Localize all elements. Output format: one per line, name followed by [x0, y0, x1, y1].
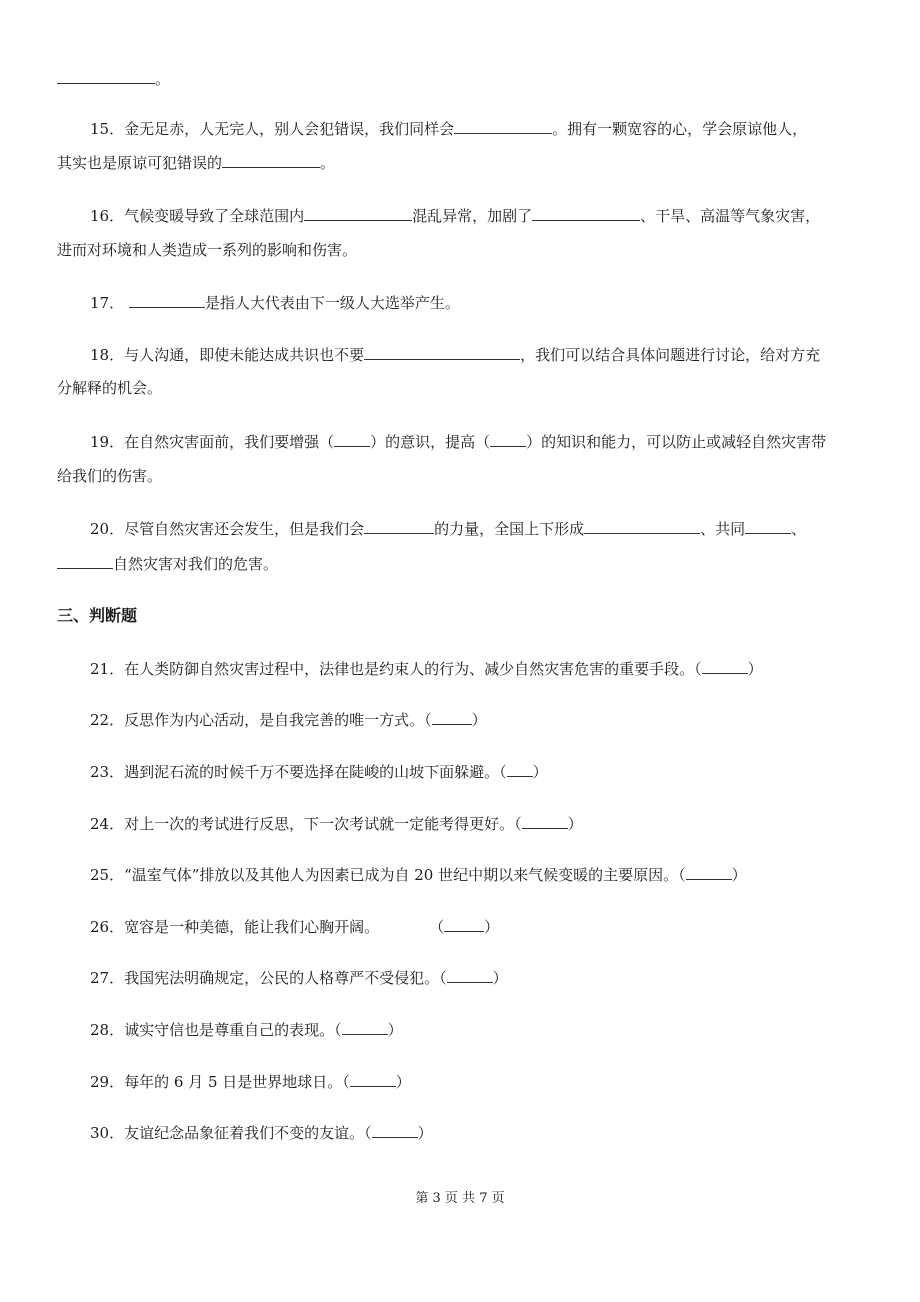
- answer-blank[interactable]: [584, 518, 700, 534]
- question-number: 20: [90, 520, 110, 538]
- question-text: 混乱异常，加剧了: [412, 207, 533, 225]
- answer-blank[interactable]: [222, 152, 320, 168]
- question-29: [90, 1071, 411, 1091]
- question-text: 的力量，全国上下形成: [434, 520, 585, 538]
- close-paren: ）: [471, 711, 487, 729]
- question-22: [90, 709, 487, 729]
- question-text: “温室气体”排放以及其他人为因素已成为自 20 世纪中期以来气候变暖的主要原因。（: [124, 866, 686, 884]
- question-number: 28: [90, 1021, 110, 1039]
- section-title: 三、判断题: [57, 606, 138, 625]
- answer-blank[interactable]: [702, 658, 748, 674]
- question-text: 对上一次的考试进行反思，下一次考试就一定能考得更好。（: [124, 815, 522, 833]
- question-21: [90, 658, 763, 678]
- question-19-line-2: [57, 466, 162, 486]
- question-dot: ．: [109, 520, 125, 538]
- close-paren: ）: [417, 1124, 433, 1142]
- answer-blank[interactable]: [364, 344, 520, 360]
- question-16-line-1: [90, 205, 820, 225]
- close-paren: ）: [532, 763, 548, 781]
- continuation-line: [57, 68, 170, 88]
- answer-blank[interactable]: [454, 118, 552, 134]
- question-27: [90, 967, 508, 987]
- question-dot: ．: [109, 660, 125, 678]
- question-23: [90, 761, 548, 781]
- answer-blank[interactable]: [490, 431, 526, 447]
- question-26: [90, 916, 499, 936]
- close-paren: ）: [387, 1021, 403, 1039]
- question-text: 每年的 6 月 5 日是世界地球日。（: [124, 1073, 350, 1091]
- question-text: 气候变暖导致了全球范围内: [124, 207, 305, 225]
- answer-blank[interactable]: [745, 518, 791, 534]
- close-paren: ）: [492, 969, 508, 987]
- question-15-line-1: [90, 118, 807, 138]
- question-19-line-1: [90, 431, 826, 451]
- question-15-line-2: [57, 152, 335, 172]
- answer-blank[interactable]: [444, 916, 484, 932]
- question-dot: ．: [109, 294, 125, 312]
- question-dot: ．: [109, 815, 125, 833]
- question-24: [90, 813, 583, 833]
- answer-blank[interactable]: [432, 709, 472, 725]
- question-number: 29: [90, 1073, 110, 1091]
- question-dot: ．: [109, 346, 125, 364]
- question-dot: ．: [109, 969, 125, 987]
- question-text: ）的知识和能力，可以防止或减轻自然灾害带: [526, 433, 827, 451]
- question-dot: ．: [109, 763, 125, 781]
- question-28: [90, 1019, 403, 1039]
- question-number: 22: [90, 711, 110, 729]
- question-text: 金无足赤，人无完人，别人会犯错误，我们同样会: [124, 120, 455, 138]
- question-text: 给我们的伤害。: [57, 467, 163, 485]
- close-paren: ）: [747, 660, 763, 678]
- question-dot: ．: [109, 433, 125, 451]
- question-text: 分解释的机会。: [57, 379, 163, 397]
- question-dot: ．: [109, 120, 125, 138]
- close-paren: ）: [484, 918, 500, 936]
- answer-blank[interactable]: [686, 864, 732, 880]
- question-dot: ．: [109, 918, 125, 936]
- answer-blank[interactable]: [304, 205, 412, 221]
- answer-blank[interactable]: [522, 813, 568, 829]
- answer-blank[interactable]: [447, 967, 493, 983]
- question-text: 诚实守信也是尊重自己的表现。（: [124, 1021, 342, 1039]
- answer-blank[interactable]: [129, 292, 205, 308]
- continuation-tail: 。: [155, 70, 171, 88]
- answer-blank[interactable]: [507, 761, 533, 777]
- question-18-line-2: [57, 378, 162, 398]
- question-number: 24: [90, 815, 110, 833]
- open-paren: （: [429, 918, 445, 936]
- question-text: ）的意识，提高（: [370, 433, 491, 451]
- question-text: 在自然灾害面前，我们要增强（: [124, 433, 335, 451]
- close-paren: ）: [731, 866, 747, 884]
- question-18-line-1: [90, 344, 820, 364]
- close-paren: ）: [567, 815, 583, 833]
- answer-blank[interactable]: [334, 431, 370, 447]
- question-number: 25: [90, 866, 110, 884]
- question-text: 自然灾害对我们的危害。: [113, 555, 279, 573]
- close-paren: ）: [395, 1073, 411, 1091]
- question-text: 、干旱、高温等气象灾害，: [640, 207, 821, 225]
- question-30: [90, 1122, 433, 1142]
- answer-blank[interactable]: [342, 1019, 388, 1035]
- answer-blank[interactable]: [364, 518, 434, 534]
- question-dot: ．: [109, 207, 125, 225]
- answer-blank[interactable]: [57, 553, 113, 569]
- answer-blank[interactable]: [350, 1071, 396, 1087]
- question-number: 23: [90, 763, 110, 781]
- question-dot: ．: [109, 711, 125, 729]
- question-25: [90, 864, 747, 884]
- question-number: 17: [90, 294, 110, 312]
- question-number: 21: [90, 660, 110, 678]
- question-text: 在人类防御自然灾害过程中，法律也是约束人的行为、减少自然灾害危害的重要手段。（: [124, 660, 702, 678]
- question-text: 我国宪法明确规定，公民的人格尊严不受侵犯。（: [124, 969, 447, 987]
- question-dot: ．: [109, 1124, 125, 1142]
- question-text: 。: [320, 154, 336, 172]
- question-number: 30: [90, 1124, 110, 1142]
- question-dot: ．: [109, 1073, 125, 1091]
- question-17-line-1: [90, 292, 460, 312]
- question-text: 是指人大代表由下一级人大选举产生。: [204, 294, 460, 312]
- question-20-line-2: [57, 553, 278, 573]
- question-text: 进而对环境和人类造成一系列的影响和伤害。: [57, 241, 358, 259]
- question-number: 15: [90, 120, 110, 138]
- question-text: 、共同: [700, 520, 746, 538]
- question-text: 。拥有一颗宽容的心，学会原谅他人，: [552, 120, 808, 138]
- question-number: 19: [90, 433, 110, 451]
- answer-blank[interactable]: [372, 1122, 418, 1138]
- question-number: 18: [90, 346, 110, 364]
- page-footer: 第 3 页 共 7 页: [415, 1191, 505, 1206]
- question-text: 、: [791, 520, 807, 538]
- question-text: ，我们可以结合具体问题进行讨论，给对方充: [520, 346, 821, 364]
- question-number: 26: [90, 918, 110, 936]
- question-text: 与人沟通，即使未能达成共识也不要: [124, 346, 365, 364]
- question-number: 16: [90, 207, 110, 225]
- question-text: 其实也是原谅可犯错误的: [57, 154, 223, 172]
- question-dot: ．: [109, 866, 125, 884]
- question-16-line-2: [57, 240, 357, 260]
- question-text: 宽容是一种美德，能让我们心胸开阔。: [124, 918, 380, 936]
- answer-blank[interactable]: [532, 205, 640, 221]
- question-text: 反思作为内心活动，是自我完善的唯一方式。（: [124, 711, 432, 729]
- question-text: 友谊纪念品象征着我们不变的友谊。（: [124, 1124, 372, 1142]
- question-20-line-1: [90, 518, 806, 538]
- question-dot: ．: [109, 1021, 125, 1039]
- question-text: 尽管自然灾害还会发生，但是我们会: [124, 520, 365, 538]
- answer-blank[interactable]: [57, 68, 155, 84]
- question-text: 遇到泥石流的时候千万不要选择在陡峻的山坡下面躲避。（: [124, 763, 507, 781]
- question-number: 27: [90, 969, 110, 987]
